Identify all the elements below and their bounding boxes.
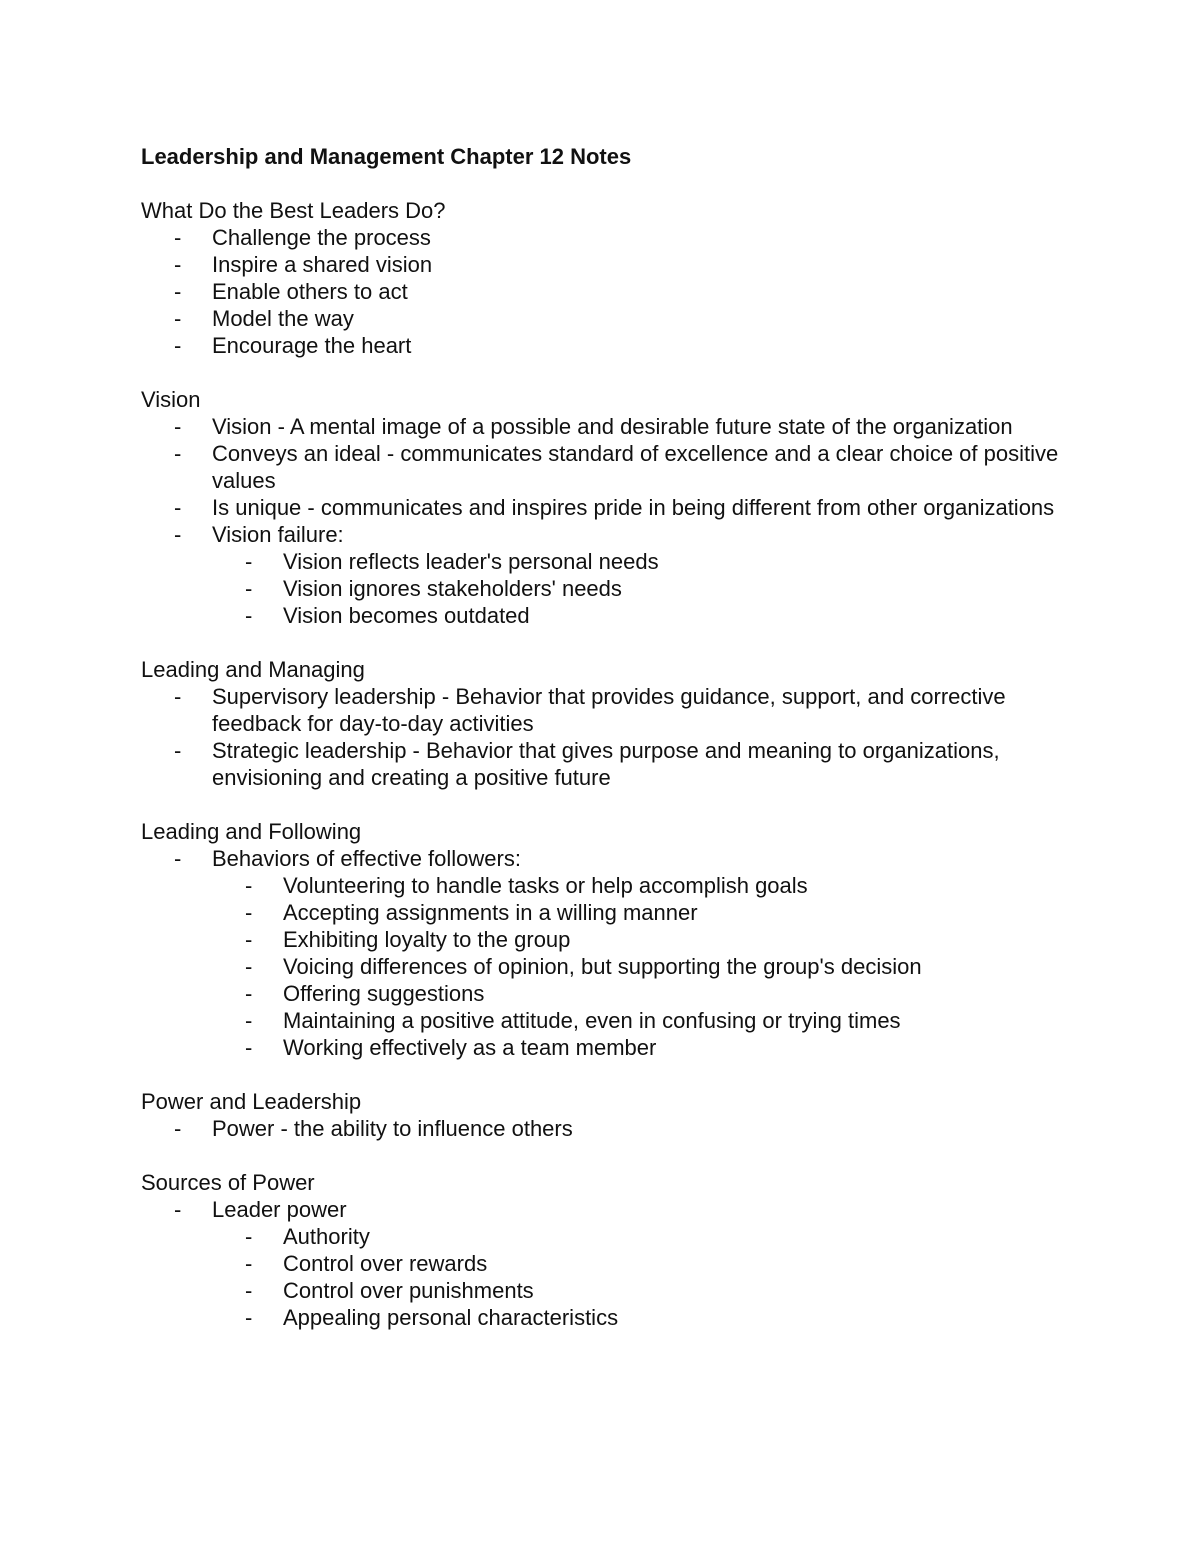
list-item: - Power - the ability to influence others <box>141 1115 1101 1142</box>
bullet-list <box>141 413 1101 629</box>
sub-list-item: - Vision ignores stakeholders' needs <box>141 575 1101 602</box>
sub-list-item: - Exhibiting loyalty to the group <box>141 926 1101 953</box>
list-item: - Vision - A mental image of a possible and desirable future state of the organization <box>141 413 1101 440</box>
bullet-list <box>141 1115 1101 1142</box>
sub-list-item: - Appealing personal characteristics <box>141 1304 1101 1331</box>
list-item: - Supervisory leadership - Behavior that provides guidance, support, and corrective feedback for day-to-day activities <box>141 683 1101 737</box>
sub-list-item: - Working effectively as a team member <box>141 1034 1101 1061</box>
document-page <box>141 143 1101 1358</box>
bullet-list <box>141 224 1101 359</box>
list-item: - Encourage the heart <box>141 332 1101 359</box>
section-sources-of-power <box>141 1169 1101 1331</box>
section-leading-managing <box>141 656 1101 791</box>
section-power-leadership <box>141 1088 1101 1142</box>
section-leading-following <box>141 818 1101 1061</box>
sub-list-item: - Maintaining a positive attitude, even in confusing or trying times <box>141 1007 1101 1034</box>
section-heading: Vision <box>141 387 201 412</box>
section-heading: Leading and Following <box>141 819 362 844</box>
list-item: - Enable others to act <box>141 278 1101 305</box>
list-item: - Leader power <box>141 1196 1101 1223</box>
bullet-list <box>141 683 1101 791</box>
sub-list-item: - Authority <box>141 1223 1101 1250</box>
list-item: - Challenge the process <box>141 224 1101 251</box>
section-heading: Leading and Managing <box>141 657 365 682</box>
sub-list-item: - Offering suggestions <box>141 980 1101 1007</box>
sub-list-item: - Vision becomes outdated <box>141 602 1101 629</box>
section-heading: Sources of Power <box>141 1170 315 1195</box>
list-item: - Vision failure: <box>141 521 1101 548</box>
sub-list-item: - Control over punishments <box>141 1277 1101 1304</box>
sub-list-item: - Vision reflects leader's personal needs <box>141 548 1101 575</box>
sub-list-item: - Volunteering to handle tasks or help accomplish goals <box>141 872 1101 899</box>
section-heading: What Do the Best Leaders Do? <box>141 198 446 223</box>
list-item: - Model the way <box>141 305 1101 332</box>
list-item: - Strategic leadership - Behavior that gives purpose and meaning to organizations, envisioning and creating a positive future <box>141 737 1101 791</box>
section-heading: Power and Leadership <box>141 1089 362 1114</box>
sub-list-item: - Voicing differences of opinion, but supporting the group's decision <box>141 953 1101 980</box>
sub-list-item: - Control over rewards <box>141 1250 1101 1277</box>
list-item: - Behaviors of effective followers: <box>141 845 1101 872</box>
list-item: - Conveys an ideal - communicates standard of excellence and a clear choice of positive values <box>141 440 1101 494</box>
bullet-list <box>141 845 1101 1061</box>
sub-list-item: - Accepting assignments in a willing manner <box>141 899 1101 926</box>
section-vision <box>141 386 1101 629</box>
list-item: - Inspire a shared vision <box>141 251 1101 278</box>
bullet-list <box>141 1196 1101 1331</box>
document-title: Leadership and Management Chapter 12 Notes <box>141 144 632 169</box>
list-item: - Is unique - communicates and inspires pride in being different from other organizations <box>141 494 1101 521</box>
section-best-leaders <box>141 197 1101 359</box>
